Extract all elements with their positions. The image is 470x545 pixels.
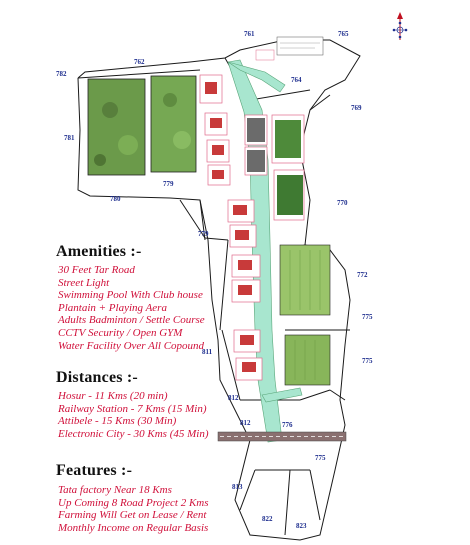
- list-item: Plantain + Playing Aera: [58, 301, 167, 314]
- amenities-heading: Amenities :-: [56, 243, 142, 260]
- survey-number: 780: [110, 195, 121, 203]
- features-list: [58, 484, 209, 534]
- survey-number: 769: [351, 104, 362, 112]
- list-item: Railway Station - 7 Kms (15 Min): [58, 402, 207, 415]
- list-item: Swimming Pool With Club house: [58, 289, 203, 302]
- distances-heading: Distances :-: [56, 369, 138, 386]
- survey-number: 762: [134, 58, 145, 66]
- survey-number: 775: [362, 313, 373, 321]
- amenities-list: [58, 264, 205, 352]
- list-item: Street Light: [58, 276, 110, 289]
- survey-number: 813: [232, 483, 243, 491]
- survey-number: 782: [56, 70, 67, 78]
- list-item: Tata factory Near 18 Kms: [58, 484, 172, 496]
- survey-number: 764: [291, 76, 302, 84]
- bottom-tar-road: [218, 432, 346, 441]
- survey-number: 779: [198, 230, 209, 238]
- survey-number: 781: [64, 134, 75, 142]
- list-item: Adults Badminton / Settle Course: [58, 314, 205, 327]
- compass-rose-icon: [393, 12, 408, 40]
- list-item: Up Coming 8 Road Project 2 Kms: [58, 496, 209, 509]
- survey-number: 811: [202, 348, 213, 356]
- farm-photo-center: [151, 76, 196, 172]
- survey-number: 822: [262, 515, 273, 523]
- survey-number: 775: [315, 454, 326, 462]
- survey-number: 823: [296, 522, 307, 530]
- list-item: Farming Will Get on Lease / Rent: [58, 509, 207, 522]
- list-item: 30 Feet Tar Road: [58, 264, 135, 276]
- list-item: CCTV Security / Open GYM: [58, 326, 183, 339]
- survey-number: 775: [362, 357, 373, 365]
- farm-photo-left: [88, 79, 145, 175]
- distances-list: [58, 390, 209, 440]
- features-heading: Features :-: [56, 462, 133, 479]
- crop-fields: [280, 245, 330, 385]
- survey-number: 776: [282, 421, 293, 429]
- list-item: Water Facility Over All Copound: [58, 339, 205, 352]
- survey-number: 770: [337, 199, 348, 207]
- survey-number: 761: [244, 30, 255, 38]
- top-legend-box: [256, 37, 323, 60]
- survey-number: 779: [163, 180, 174, 188]
- survey-number: 765: [338, 30, 349, 38]
- survey-number: 812: [228, 394, 239, 402]
- list-item: Monthly Income on Regular Basis: [58, 521, 209, 534]
- survey-number: 772: [357, 271, 368, 279]
- list-item: Attibele - 15 Kms (30 Min): [58, 415, 177, 428]
- list-item: Hosur - 11 Kms (20 min): [58, 390, 168, 402]
- list-item: Electronic City - 30 Kms (45 Min): [58, 427, 209, 440]
- survey-number: 812: [240, 419, 251, 427]
